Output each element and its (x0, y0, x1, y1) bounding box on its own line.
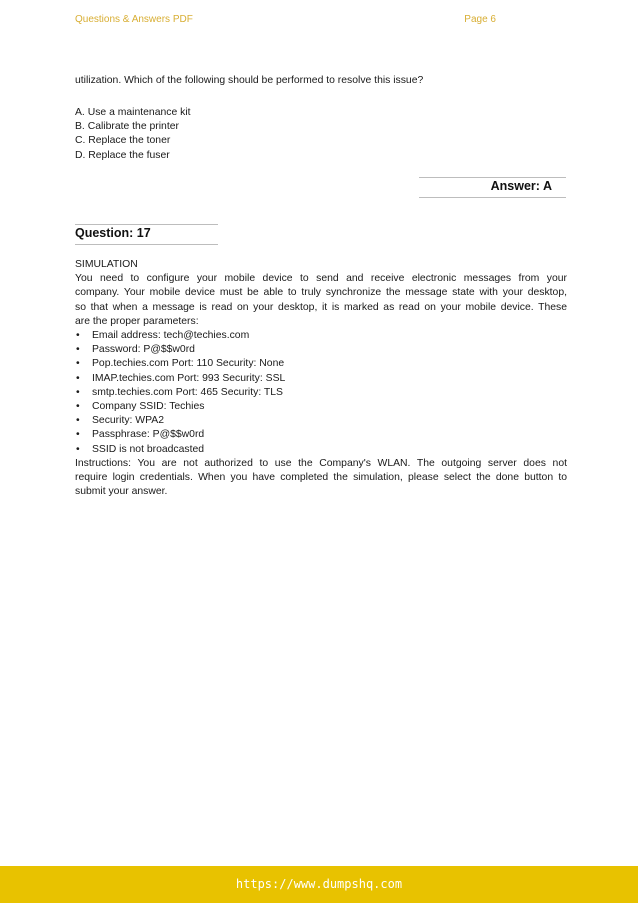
parameter-text: smtp.techies.com Port: 465 Security: TLS (92, 386, 283, 398)
instructions-line: require login credentials. When you have completed the simulation, please select the done button to (75, 472, 567, 484)
footer-bar (0, 866, 638, 903)
bullet-icon: • (76, 344, 80, 356)
previous-question-tail: utilization. Which of the following should be performed to resolve this issue? (75, 75, 424, 86)
answer-box (419, 177, 566, 198)
option-c: C. Replace the toner (75, 135, 171, 147)
answer-options (75, 106, 567, 163)
parameter-text: Passphrase: P@$$w0rd (92, 429, 205, 441)
bullet-icon: • (76, 443, 80, 455)
parameter-item (75, 443, 567, 457)
question-line: so that when a message is read on your desktop, it is marked as read on your mobile device. These (75, 301, 567, 313)
question-body (75, 258, 567, 499)
parameter-item (75, 428, 567, 442)
parameter-item (75, 386, 567, 400)
option-b: B. Calibrate the printer (75, 121, 179, 133)
parameter-text: Pop.techies.com Port: 110 Security: None (92, 358, 285, 370)
question-type: SIMULATION (75, 259, 138, 270)
parameter-text: Security: WPA2 (92, 415, 164, 427)
bullet-icon: • (76, 401, 80, 413)
option-d: D. Replace the fuser (75, 149, 170, 161)
question-heading (75, 224, 218, 245)
instructions-line: Instructions: You are not authorized to use the Company's WLAN. The outgoing server does not (75, 457, 567, 469)
question-title: Question: 17 (75, 226, 151, 240)
question-line: You need to configure your mobile device to send and receive electronic messages from your (75, 273, 567, 285)
instructions-line: submit your answer. (75, 486, 168, 498)
bullet-icon: • (76, 386, 80, 398)
parameter-item (75, 400, 567, 414)
question-line: company. Your mobile device must be able to truly synchronize the message state with your desktop, (75, 287, 567, 299)
parameter-item (75, 414, 567, 428)
question-line: are the proper parameters: (75, 315, 199, 327)
bullet-icon: • (76, 330, 80, 342)
answer-label: Answer: A (490, 179, 552, 193)
page-number: Page 6 (464, 14, 496, 25)
option-a: A. Use a maintenance kit (75, 107, 191, 118)
parameter-item (75, 357, 567, 371)
parameter-text: Email address: tech@techies.com (92, 330, 250, 342)
parameter-list (75, 329, 567, 457)
website-link[interactable]: https://www.dumpshq.com (235, 877, 403, 891)
header-title: Questions & Answers PDF (75, 14, 193, 25)
parameter-text: Company SSID: Techies (92, 401, 205, 413)
bullet-icon: • (76, 415, 80, 427)
parameter-item (75, 343, 567, 357)
parameter-item (75, 329, 567, 343)
parameter-text: IMAP.techies.com Port: 993 Security: SSL (92, 372, 286, 384)
bullet-icon: • (76, 429, 80, 441)
bullet-icon: • (76, 358, 80, 370)
parameter-text: Password: P@$$w0rd (92, 344, 195, 356)
bullet-icon: • (76, 372, 80, 384)
parameter-item (75, 372, 567, 386)
parameter-text: SSID is not broadcasted (92, 443, 205, 455)
